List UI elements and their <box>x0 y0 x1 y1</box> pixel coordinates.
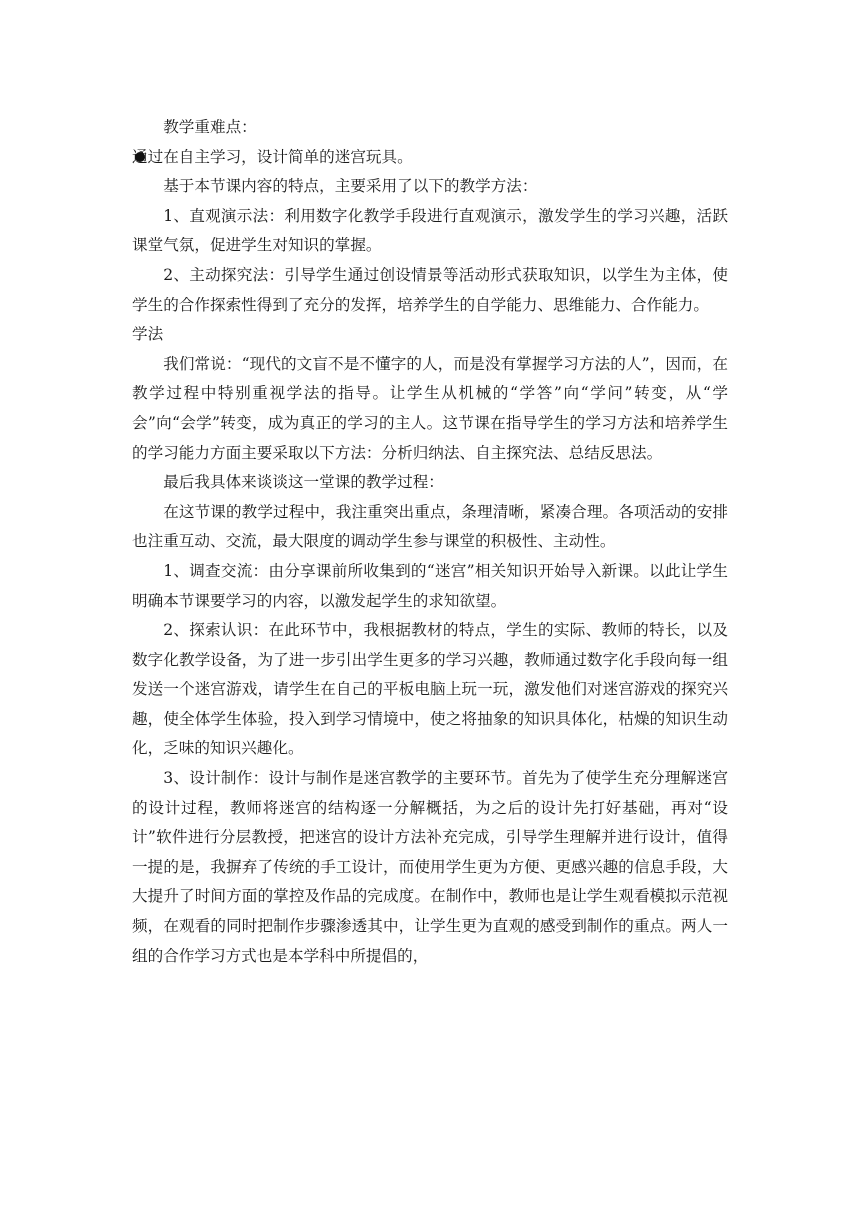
paragraph-process-overview: 在这节课的教学过程中，我注重突出重点，条理清晰，紧凑合理。各项活动的安排也注重互动、交流，最大限度的调动学生参与课堂的积极性、主动性。 <box>132 502 728 551</box>
bullet-item <box>132 143 728 173</box>
paragraph-methods-intro: 基于本节课内容的特点，主要采用了以下的教学方法： <box>163 177 538 196</box>
bullet-item-text: 通过在自主学习，设计简单的迷宫玩具。 <box>132 147 413 166</box>
paragraph-process-intro: 最后我具体来谈谈这一堂课的教学过程： <box>163 473 444 492</box>
section-heading-key-points: 教学重难点： <box>163 118 257 136</box>
paragraph-step-3: 3、设计制作：设计与制作是迷宫教学的主要环节。首先为了使学生充分理解迷宫的设计过程，教师将迷宫的结构逐一分解概括，为之后的设计先打好基础，再对“设计”软件进行分层教授，把迷宫的设计方法补充完成，引导学生理解并进行设计，值得一提的是，我摒弃了传统的手工设计，而使用学生更为方便、更感兴趣的信息手段，大大提升了时间方面的掌控及作品的完成度。在制作中，教师也是让学生观看模拟示范视频，在观看的同时把制作步骤渗透其中，让学生更为直观的感受到制作的重点。两人一组的合作学习方式也是本学科中所提倡的， <box>132 769 728 965</box>
paragraph-method-1: 1、直观演示法：利用数字化教学手段进行直观演示，激发学生的学习兴趣，活跃课堂气氛，促进学生对知识的掌握。 <box>132 206 728 255</box>
document-body <box>132 113 728 971</box>
paragraph-step-2: 2、探索认识：在此环节中，我根据教材的特点，学生的实际、教师的特长，以及数字化教学设备，为了进一步引出学生更多的学习兴趣，教师通过数字化手段向每一组发送一个迷宫游戏，请学生在自己的平板电脑上玩一玩，激发他们对迷宫游戏的探究兴趣，使全体学生体验，投入到学习情境中，使之将抽象的知识具体化，枯燥的知识生动化，乏味的知识兴趣化。 <box>132 621 728 758</box>
paragraph-study-methods: 我们常说：“现代的文盲不是不懂字的人，而是没有掌握学习方法的人”，因而，在教学过程中特别重视学法的指导。让学生从机械的“学答”向“学问”转变，从“学会”向“会学”转变，成为真正的学习的主人。这节课在指导学生的学习方法和培养学生的学习能力方面主要采取以下方法：分析归纳法、自主探究法、总结反思法。 <box>132 354 728 462</box>
section-heading-study-methods: 学法 <box>132 325 164 344</box>
bullet-dot-icon <box>134 143 146 173</box>
paragraph-method-2: 2、主动探究法：引导学生通过创设情景等活动形式获取知识，以学生为主体，使学生的合作探索性得到了充分的发挥，培养学生的自学能力、思维能力、合作能力。 <box>132 265 728 314</box>
paragraph-step-1: 1、调查交流：由分享课前所收集到的“迷宫”相关知识开始导入新课。以此让学生明确本节课要学习的内容，以激发起学生的求知欲望。 <box>132 561 728 610</box>
